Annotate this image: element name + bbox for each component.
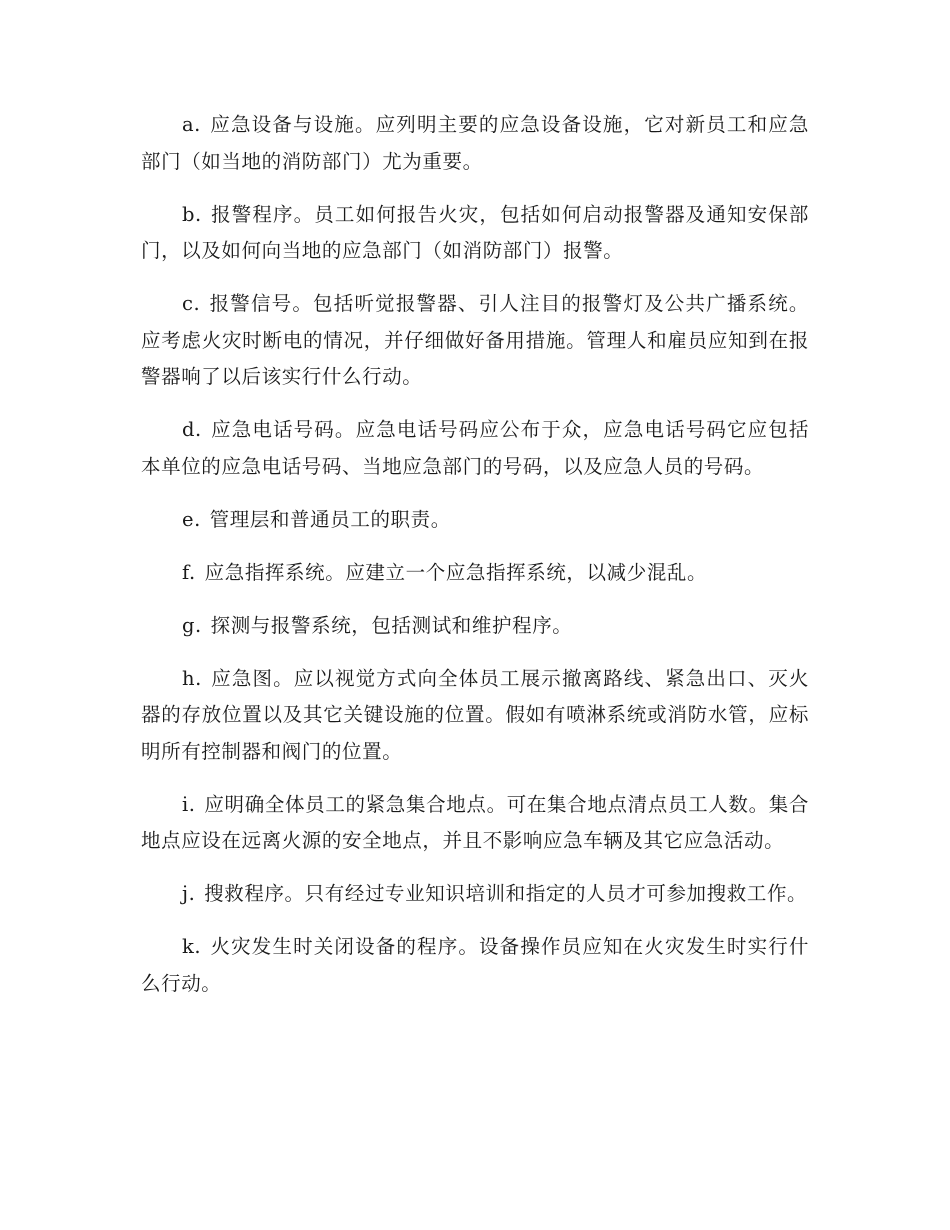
list-item-b (141, 197, 809, 270)
item-marker: d. (181, 418, 202, 441)
item-marker: b. (181, 202, 202, 226)
item-marker: i. (181, 792, 196, 816)
item-marker: j. (181, 882, 196, 905)
list-item-a (141, 107, 809, 180)
item-text: 管理层和普通员工的职责。 (209, 507, 451, 531)
list-item-j (141, 876, 809, 913)
list-item-i (141, 787, 809, 860)
item-marker: e. (181, 507, 201, 531)
item-text: 应明确全体员工的紧急集合地点。可在集合地点清点员工人数。集合地点应设在远离火源的安全地点，并且不影响应急车辆及其它应急活动。 (141, 792, 809, 852)
item-marker: c. (181, 292, 201, 315)
list-item-f (141, 555, 809, 592)
list-item-e (141, 502, 809, 539)
item-marker: g. (181, 613, 202, 637)
item-text: 报警程序。员工如何报告火灾，包括如何启动报警器及通知安保部门，以及如何向当地的应急部门（如消防部门）报警。 (141, 202, 809, 262)
item-text: 报警信号。包括听觉报警器、引人注目的报警灯及公共广播系统。应考虑火灾时断电的情况，并仔细做好备用措施。管理人和雇员应知到在报警器响了以后该实行什么行动。 (141, 292, 809, 388)
item-text: 火灾发生时关闭设备的程序。设备操作员应知在火灾发生时实行什么行动。 (141, 935, 809, 995)
list-item-c (141, 286, 809, 396)
item-text: 应急图。应以视觉方式向全体员工展示撤离路线、紧急出口、灭火器的存放位置以及其它关键设施的位置。假如有喷淋系统或消防水管，应标明所有控制器和阀门的位置。 (141, 666, 809, 763)
item-marker: k. (181, 935, 202, 958)
item-marker: a. (181, 113, 201, 136)
item-text: 应急电话号码。应急电话号码应公布于众，应急电话号码它应包括本单位的应急电话号码、当地应急部门的号码，以及应急人员的号码。 (141, 418, 809, 478)
list-item-g (141, 608, 809, 645)
item-text: 搜救程序。只有经过专业知识培训和指定的人员才可参加搜救工作。 (204, 882, 808, 905)
item-marker: f. (181, 560, 196, 584)
item-marker: h. (181, 666, 202, 690)
list-item-k (141, 929, 809, 1002)
item-text: 探测与报警系统，包括测试和维护程序。 (210, 613, 573, 637)
document-body (141, 107, 809, 1002)
list-item-h (141, 661, 809, 771)
item-text: 应急设备与设施。应列明主要的应急设备设施，它对新员工和应急部门（如当地的消防部门）尤为重要。 (141, 113, 809, 173)
item-text: 应急指挥系统。应建立一个应急指挥系统，以减少混乱。 (204, 560, 708, 584)
list-item-d (141, 412, 809, 485)
